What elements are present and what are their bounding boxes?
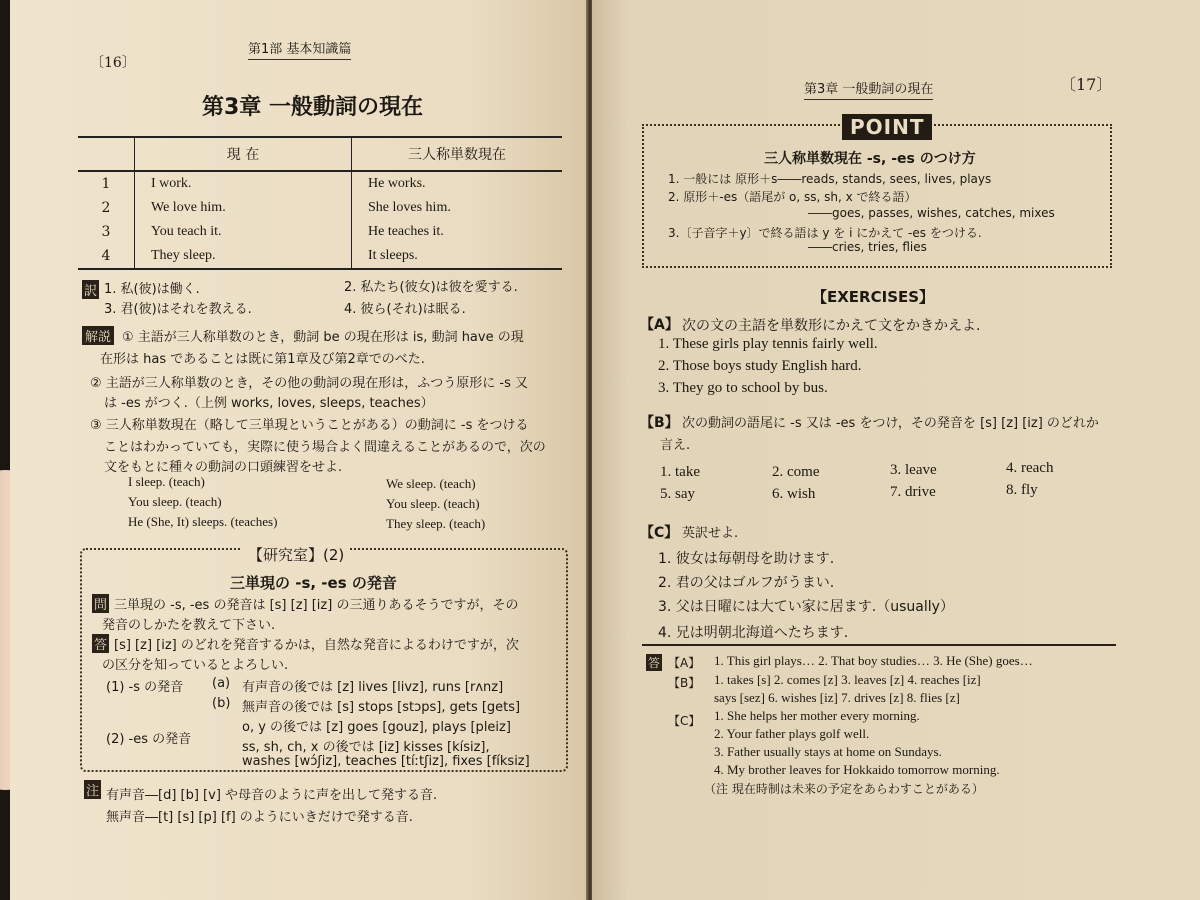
explanation-line: 文をもとに種々の動詞の口頭練習をせよ.: [104, 460, 343, 475]
rule-text: o, y の後では [z] goes [gouz], plays [pleiz]: [242, 720, 511, 735]
exercises-title: 【EXERCISES】: [812, 288, 935, 306]
running-head-right: 第3章 一般動詞の現在: [804, 78, 933, 100]
exercise-item: 1. These girls play tennis fairly well.: [658, 336, 878, 352]
exercise-item: 4. 兄は明朝北海道へたちます.: [658, 625, 849, 641]
answers-c: 3. Father usually stays at home on Sundays.: [714, 744, 942, 759]
right-page: [592, 0, 1200, 900]
explanation-line: ことはわかっていても，実際に使う場合よく間違えることがあるので，次の: [104, 440, 546, 455]
table-cell: 2: [78, 196, 135, 220]
question-line: 三単現の -s, -es の発音は [s] [z] [iz] の三通りあるそうですが，その: [114, 598, 519, 613]
answers-c: 2. Your father plays golf well.: [714, 726, 870, 741]
section-a-instruction: 次の文の主語を単数形にかえて文をかきかえよ.: [682, 318, 981, 334]
point-line: 1. 一般には 原形＋s――reads, stands, sees, lives, plays: [668, 172, 992, 186]
translation-line: 2. 私たち(彼女)は彼を愛する.: [344, 280, 518, 295]
point-title: 三人称単数現在 -s, -es のつけ方: [764, 151, 976, 167]
point-badge: POINT: [842, 114, 932, 140]
conjugation-table: [78, 136, 562, 270]
translation-mark: 訳: [82, 280, 99, 299]
answers-c: 4. My brother leaves for Hokkaido tomorrow morning.: [714, 762, 1000, 777]
explanation-line: ① 主語が三人称単数のとき，動詞 be の現在形は is, 動詞 have の現: [122, 330, 524, 345]
rule-label: (2) -es の発音: [106, 732, 192, 747]
explanation-line: は -es がつく.（上例 works, loves, sleeps, teaches）: [104, 396, 434, 411]
translation-line: 1. 私(彼)は働く.: [104, 282, 200, 297]
chapter-title: 第3章 一般動詞の現在: [202, 95, 423, 120]
page-number-left: 〔16〕: [90, 55, 136, 71]
rule-text: ss, sh, ch, x の後では [iz] kisses [kísiz],: [242, 740, 490, 755]
exercise-item: 2. 君の父はゴルフがうまい.: [658, 575, 835, 591]
verb-item: 6. wish: [772, 486, 816, 502]
table-cell: You teach it.: [135, 220, 352, 244]
drill-line: They sleep. (teach): [386, 516, 486, 531]
answer-line: [s] [z] [iz] のどれを発音するかは，自然な発音によるわけですが，次: [114, 638, 519, 653]
answers-a-label: 【A】: [668, 656, 701, 670]
running-head-left: 第1部 基本知識篇: [248, 38, 351, 60]
table-cell: 1: [78, 171, 135, 196]
point-line: 2. 原形＋-es（語尾が o, ss, sh, x で終る語）: [668, 190, 917, 204]
drill-line: We sleep. (teach): [386, 476, 476, 491]
answer-line: の区分を知っているとよろしい.: [102, 658, 289, 673]
rule-text: washes [wɔ́ʃiz], teaches [tíːtʃiz], fixes [fíksiz]: [242, 754, 530, 769]
rule-sub: (a): [212, 676, 231, 691]
translation-line: 3. 君(彼)はそれを教える.: [104, 302, 252, 317]
explanation-line: ② 主語が三人称単数のとき，その他の動詞の現在形は，ふつう原形に -s 又: [90, 376, 528, 391]
rule-text: 無声音の後では [s] stops [stɔps], gets [gets]: [242, 700, 521, 715]
exercise-item: 3. 父は日曜には大てい家に居ます.（usually）: [658, 599, 954, 615]
verb-item: 5. say: [660, 486, 695, 502]
drill-line: I sleep. (teach): [128, 474, 205, 489]
note-mark: 注: [84, 780, 101, 799]
table-cell: We love him.: [135, 196, 352, 220]
table-cell: 4: [78, 244, 135, 269]
explanation-label: 解説: [82, 326, 114, 345]
left-page: [10, 0, 588, 900]
table-cell: They sleep.: [135, 244, 352, 269]
table-cell: 3: [78, 220, 135, 244]
drill-line: He (She, It) sleeps. (teaches): [128, 514, 278, 529]
section-b-instruction: 次の動詞の語尾に -s 又は -es をつけ，その発音を [s] [z] [iz] のどれか: [682, 416, 1099, 431]
point-line: ――cries, tries, flies: [808, 240, 927, 254]
section-a-label: 【A】: [640, 317, 679, 333]
note-line: 有声音―[d] [b] [v] や母音のように声を出して発する音.: [106, 788, 438, 803]
verb-item: 4. reach: [1006, 460, 1054, 476]
translation-line: 4. 彼ら(それ)は眠る.: [344, 302, 466, 317]
page-number-right: 〔17〕: [1060, 75, 1113, 94]
drill-line: You sleep. (teach): [128, 494, 222, 509]
point-line: 3.〔子音字＋y〕で終る語は y を i にかえて -es をつける.: [668, 226, 982, 240]
table-cell: I work.: [135, 171, 352, 196]
exercise-item: 2. Those boys study English hard.: [658, 358, 862, 374]
verb-item: 8. fly: [1006, 482, 1038, 498]
rule-sub: (b): [212, 696, 231, 711]
rule-text: 有声音の後では [z] lives [livz], runs [rʌnz]: [242, 680, 504, 695]
answers-divider: [642, 644, 1116, 646]
table-header: 三人称単数現在: [408, 147, 506, 163]
drill-line: You sleep. (teach): [386, 496, 480, 511]
note-line: 無声音―[t] [s] [p] [f] のようにいきだけで発する音.: [106, 810, 413, 825]
table-cell: It sleeps.: [368, 248, 418, 263]
table-header: [78, 137, 135, 171]
section-b-label: 【B】: [640, 415, 679, 431]
table-header: 現 在: [135, 137, 352, 171]
verb-item: 7. drive: [890, 484, 936, 500]
table-cell: He teaches it.: [368, 224, 444, 239]
question-line: 発音のしかたを教えて下さい.: [102, 618, 276, 633]
study-box-title: 【研究室】(2): [242, 544, 350, 565]
answers-c: 1. She helps her mother every morning.: [714, 708, 920, 723]
explanation-line: 在形は has であることは既に第1章及び第2章でのべた.: [100, 352, 425, 367]
answers-mark: 答: [648, 656, 661, 670]
section-b-instruction: 言え.: [660, 438, 691, 453]
section-c-instruction: 英訳せよ.: [682, 526, 739, 541]
table-cell: She loves him.: [368, 200, 451, 215]
verb-item: 1. take: [660, 464, 700, 480]
exercise-item: 1. 彼女は毎朝母を助けます.: [658, 551, 835, 567]
point-line: ――goes, passes, wishes, catches, mixes: [808, 206, 1055, 220]
answers-b-label: 【B】: [668, 676, 701, 690]
study-box-subtitle: 三単現の -s, -es の発音: [230, 574, 397, 592]
verb-item: 2. come: [772, 464, 820, 480]
question-mark: 問: [92, 594, 109, 613]
verb-item: 3. leave: [890, 462, 937, 478]
section-c-label: 【C】: [640, 525, 679, 541]
answers-a: 1. This girl plays… 2. That boy studies… 3. He (She) goes…: [714, 653, 1033, 668]
rule-label: (1) -s の発音: [106, 680, 184, 695]
answers-b: says [sez] 6. wishes [iz] 7. drives [z] 8. flies [z]: [714, 690, 960, 705]
table-cell: He works.: [368, 176, 426, 191]
answer-mark: 答: [92, 634, 109, 653]
answers-b: 1. takes [s] 2. comes [z] 3. leaves [z] 4. reaches [iz]: [714, 672, 981, 687]
answers-note: （注 現在時制は未来の予定をあらわすことがある）: [704, 782, 984, 796]
answers-c-label: 【C】: [668, 714, 701, 728]
exercise-item: 3. They go to school by bus.: [658, 380, 828, 396]
explanation-line: ③ 三人称単数現在（略して三単現ということがある）の動詞に -s をつける: [90, 418, 529, 433]
